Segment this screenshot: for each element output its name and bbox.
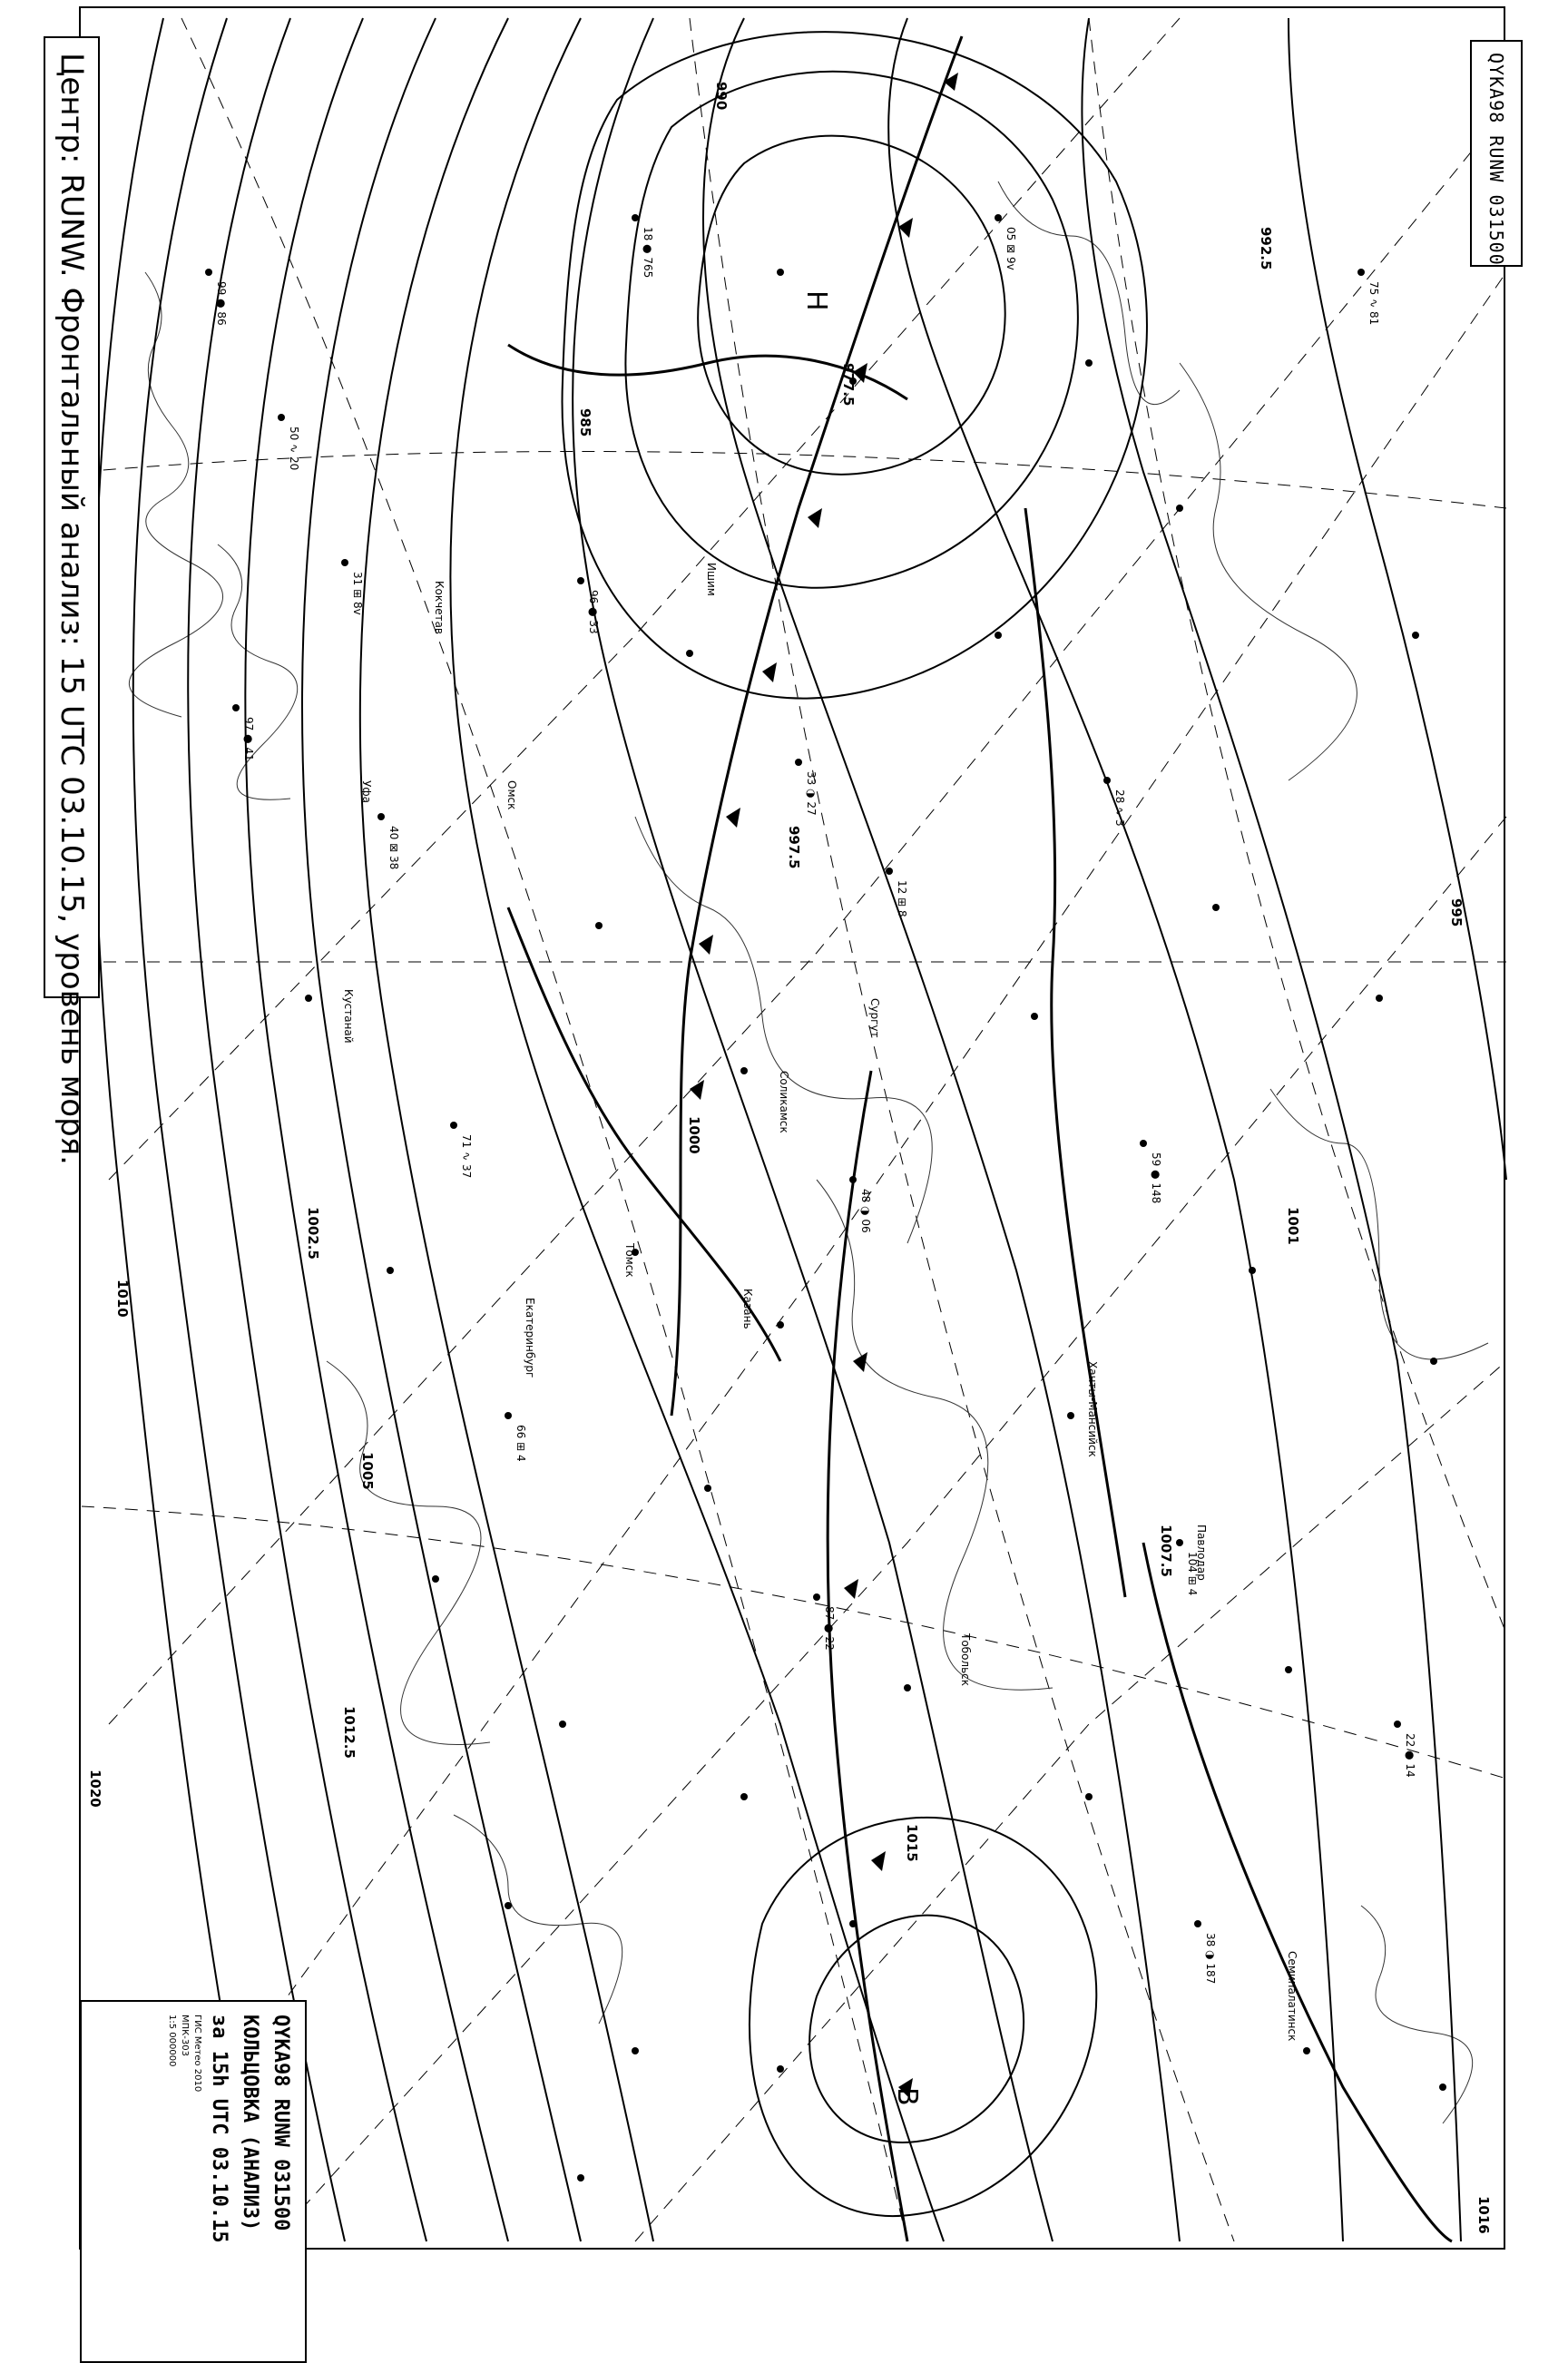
station-value: 104 ⊞ 4 (1186, 1552, 1199, 1596)
station-value: 12 ⊞ 8 (896, 880, 908, 917)
station-value: 75 ∿ 81 (1367, 281, 1380, 326)
city-label: Семипалатинск (1286, 1951, 1298, 2042)
isobar-label: 977.5 (840, 363, 857, 407)
legend-scale: 1:5 000000 (167, 2015, 177, 2067)
station-value: 50 ∿ 20 (288, 427, 300, 471)
city-label: Павлодар (1195, 1525, 1208, 1581)
city-label: Кустанай (342, 989, 355, 1044)
isobar-label: 992.5 (1258, 227, 1274, 270)
station-value: 05 ⊠ 9v (1004, 227, 1017, 270)
isobar-label: 1005 (359, 1452, 376, 1490)
legend-code: QYKA98 RUNW 031500 (270, 2015, 292, 2231)
station-value: 28 ∿ 3 (1113, 789, 1126, 827)
isobar-label: 1007.5 (1158, 1525, 1174, 1577)
station-value: 87 ● 22 (823, 1606, 836, 1651)
isobar-label: 995 (1448, 898, 1465, 927)
legend-software: ГИС Метео 2010 (192, 2015, 202, 2093)
high-center-letter: В (891, 2087, 923, 2106)
station-value: 38 ◑ 187 (1204, 1933, 1217, 1985)
legend-time: за 15h UTC 03.10.15 (208, 2015, 230, 2243)
station-value: 59 ● 148 (1150, 1152, 1162, 1204)
isobar-label: 997.5 (786, 826, 802, 869)
station-value: 31 ⊞ 8v (351, 572, 364, 615)
isobar-label: 990 (713, 82, 730, 111)
city-label: Екатеринбург (524, 1298, 536, 1378)
city-label: Томск (623, 1243, 636, 1278)
station-value: 33 ◑ 27 (805, 771, 818, 816)
station-value: 71 ∿ 37 (460, 1134, 473, 1179)
isobar-label: 1002.5 (305, 1207, 321, 1260)
city-label: Омск (505, 780, 518, 810)
map-legend-box (80, 2000, 307, 2363)
city-label: Тобольск (959, 1633, 972, 1687)
station-value: 97 ● 41 (242, 717, 255, 761)
city-label: Кокчетав (433, 581, 446, 634)
map-title: Центр: RUNW. Фронтальный анализ: 15 UTC 03.10.15, уровень моря. (44, 36, 100, 998)
city-label: Казань (741, 1289, 754, 1329)
isobar-label: 1001 (1285, 1207, 1301, 1245)
station-value: 40 ⊠ 38 (387, 826, 400, 870)
city-label: Соликамск (778, 1071, 790, 1133)
isobar-label: 1016 (1475, 2196, 1492, 2234)
station-value: 99 ● 86 (215, 281, 228, 326)
station-value: 66 ⊞ 4 (514, 1425, 527, 1462)
bulletin-code: QYKA98 RUNW 031500 (1470, 40, 1523, 267)
city-label: Сургут (868, 998, 881, 1038)
city-label: Уфа (360, 780, 373, 803)
low-center-letter: Н (800, 290, 832, 311)
isobar-label: 1015 (904, 1824, 920, 1862)
isobar-label: 985 (577, 408, 593, 437)
isobar-label: 1020 (87, 1770, 103, 1808)
isobar-label: 1010 (114, 1280, 131, 1318)
station-value: 96 ● 33 (587, 590, 600, 634)
station-value: 48 ◑ 06 (859, 1189, 872, 1233)
legend-type: КОЛЬЦОВКА (АНАЛИЗ) (239, 2015, 261, 2231)
city-label: Ханты-Мансийск (1086, 1361, 1099, 1457)
station-value: 18 ● 765 (642, 227, 654, 279)
legend-projection: МПК-303 (180, 2015, 190, 2056)
isobar-label: 1000 (686, 1116, 702, 1154)
isobar-label: 1012.5 (341, 1706, 358, 1759)
city-label: Ишим (705, 563, 718, 596)
station-value: 22 ● 14 (1404, 1733, 1416, 1778)
